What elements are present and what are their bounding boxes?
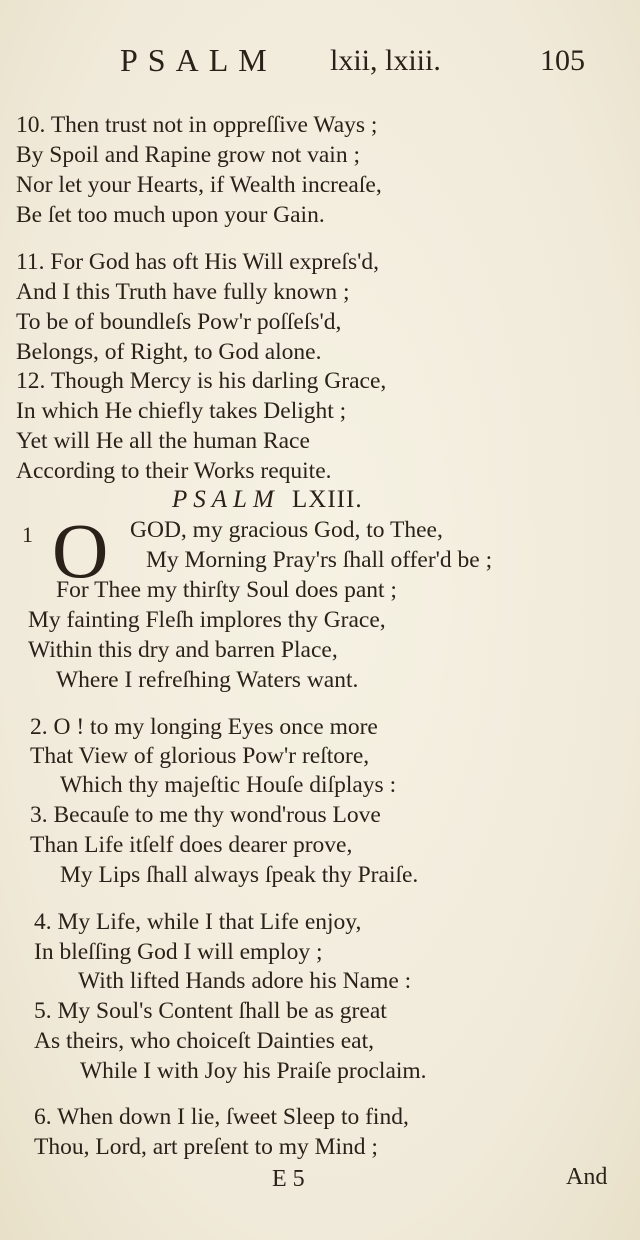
verse-line: To be of boundleſs Pow'r poſſeſs'd, xyxy=(16,309,342,335)
drop-cap: O xyxy=(52,507,109,594)
psalm-heading-number: LXIII. xyxy=(292,486,363,513)
verse-line: My Lips ſhall always ſpeak thy Praiſe. xyxy=(60,862,419,888)
verse-line: And I this Truth have fully known ; xyxy=(16,279,350,305)
verse-line: Than Life itſelf does dearer prove, xyxy=(30,832,353,858)
verse-number: 1 xyxy=(22,522,33,547)
verse-line: 6. When down I lie, ſweet Sleep to find, xyxy=(34,1104,409,1130)
verse-line: While I with Joy his Praiſe proclaim. xyxy=(80,1058,427,1084)
signature-mark: E 5 xyxy=(272,1166,305,1192)
verse-line: Thou, Lord, art preſent to my Mind ; xyxy=(34,1134,378,1160)
verse-line: 10. Then trust not in oppreſſive Ways ; xyxy=(16,112,378,138)
verse-line: 2. O ! to my longing Eyes once more xyxy=(30,714,378,740)
page-header xyxy=(0,42,640,82)
verse-line: 11. For God has oft His Will expreſs'd, xyxy=(16,249,379,275)
verse-line: In which He chiefly takes Delight ; xyxy=(16,398,347,424)
verse-line: For Thee my thirſty Soul does pant ; xyxy=(56,577,397,603)
verse-line: With lifted Hands adore his Name : xyxy=(78,968,412,994)
verse-line: Nor let your Hearts, if Wealth increaſe, xyxy=(16,172,382,198)
verse-line: As theirs, who choiceſt Dainties eat, xyxy=(34,1028,375,1054)
verse-line: Yet will He all the human Race xyxy=(16,428,310,454)
verse-line: In bleſſing God I will employ ; xyxy=(34,939,323,965)
verse-line: My Morning Pray'rs ſhall offer'd be ; xyxy=(146,547,493,573)
catchword: And xyxy=(566,1164,608,1190)
verse-line: 4. My Life, while I that Life enjoy, xyxy=(34,909,362,935)
verse-line: By Spoil and Rapine grow not vain ; xyxy=(16,142,360,168)
verse-line: Within this dry and barren Place, xyxy=(28,637,338,663)
psalm-heading-title: PSALM xyxy=(172,486,280,513)
verse-line: Which thy majeſtic Houſe diſplays : xyxy=(60,772,397,798)
page-number: 105 xyxy=(540,44,585,77)
verse-line: 12. Though Mercy is his darling Grace, xyxy=(16,368,387,394)
verse-line: That View of glorious Pow'r reſtore, xyxy=(30,743,370,769)
verse-line: Be ſet too much upon your Gain. xyxy=(16,202,325,228)
verse-line: Where I refreſhing Waters want. xyxy=(56,667,359,693)
verse-line: 5. My Soul's Content ſhall be as great xyxy=(34,998,387,1024)
verse-line: According to their Works requite. xyxy=(16,458,332,484)
psalm-numbers: lxii, lxiii. xyxy=(330,44,441,77)
verse-line: Belongs, of Right, to God alone. xyxy=(16,339,322,365)
running-title: PSALM xyxy=(120,42,277,78)
psalm-heading xyxy=(172,486,363,514)
verse-line: My fainting Fleſh implores thy Grace, xyxy=(28,607,386,633)
verse-line: GOD, my gracious God, to Thee, xyxy=(130,517,443,543)
verse-line: 3. Becauſe to me thy wond'rous Love xyxy=(30,802,381,828)
